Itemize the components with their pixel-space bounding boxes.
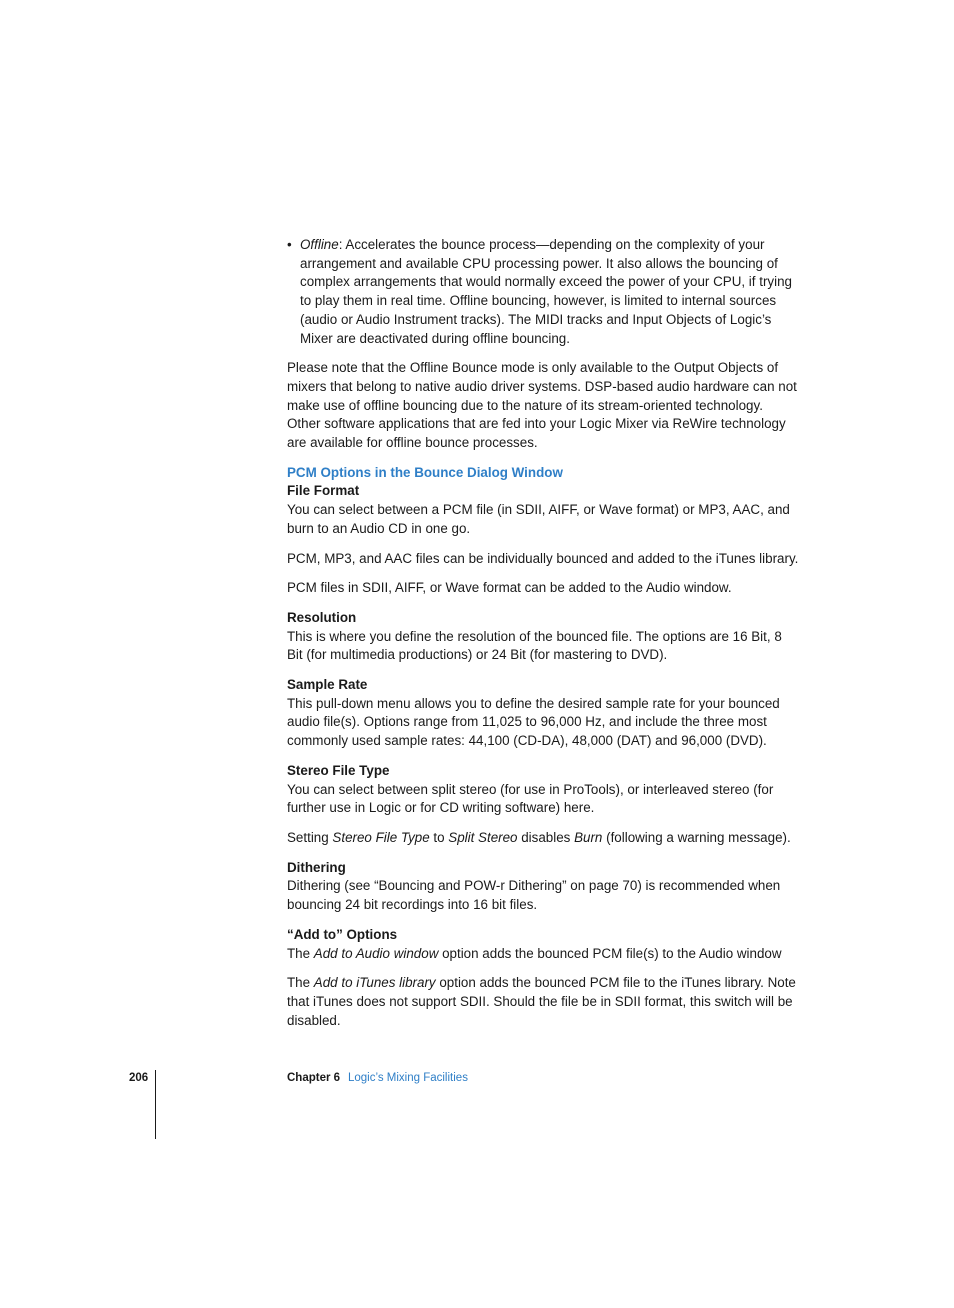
italic-term: Stereo File Type — [332, 829, 430, 845]
text-run: The — [287, 975, 314, 991]
add-to-paragraph-2 — [287, 974, 799, 1030]
text-run: option adds the bounced PCM file to the iTunes library. Note that iTunes does not support SDII. Should the file be in SDII format, this switch will be disabled. — [287, 975, 796, 1028]
file-format-paragraph-2: PCM, MP3, and AAC files can be individually bounced and added to the iTunes library. — [287, 550, 799, 566]
dithering-paragraph: Dithering (see “Bouncing and POW-r Dithering” on page 70) is recommended when bouncing 24 bit recordings into 16 bit files. — [287, 878, 781, 913]
chapter-title-link[interactable]: Logic’s Mixing Facilities — [348, 1072, 468, 1084]
text-run: The — [287, 945, 314, 961]
italic-term: Add to Audio window — [313, 945, 439, 961]
dithering-heading: Dithering — [287, 859, 346, 875]
italic-term: Add to iTunes library — [313, 975, 436, 991]
sample-rate-paragraph: This pull-down menu allows you to define the desired sample rate for your bounced audio file(s). Options range from 11,025 to 96,000 Hz, and include the three most commonly used sample rates: 44,100 (CD-DA), 48,000 (DAT) and 96,000 (DVD). — [287, 695, 780, 749]
add-to-paragraph-1 — [287, 945, 799, 964]
text-run: disables — [517, 829, 575, 845]
page-number: 206 — [129, 1072, 149, 1084]
file-format-paragraph-1: You can select between a PCM file (in SDII, AIFF, or Wave format) or MP3, AAC, and burn to an Audio CD in one go. — [287, 502, 790, 536]
italic-term: Split Stereo — [448, 829, 518, 845]
bullet-text — [300, 236, 799, 348]
text-run: (following a warning message). — [602, 829, 791, 845]
resolution-heading: Resolution — [287, 609, 357, 625]
footer-divider — [155, 1070, 156, 1139]
bullet-description: : Accelerates the bounce process—depending on the complexity of your arrangement and available CPU processing power. It also allows the bouncing of complex arrangements that would normally exceed the power of your CPU, if trying to play them in real time. Offline bouncing, however, is limited to internal sources (audio or Audio Instrument tracks). The MIDI tracks and Input Objects of Logic’s Mixer are deactivated during offline bouncing. — [300, 237, 792, 346]
bullet-item-offline — [287, 236, 799, 348]
intro-paragraph: Please note that the Offline Bounce mode is only available to the Output Objects of mixers that belong to native audio driver systems. DSP-based audio hardware can not make use of offline bouncing due to the nature of its stream-oriented technology. Other software applications that are fed into your Logic Mixer via ReWire technology are available for offline bounce processes. — [287, 360, 797, 451]
page-body — [287, 236, 799, 1041]
file-format-paragraph-3: PCM files in SDII, AIFF, or Wave format can be added to the Audio window. — [287, 580, 732, 596]
file-format-heading: File Format — [287, 483, 360, 499]
text-run: option adds the bounced PCM file(s) to the Audio window — [438, 945, 782, 961]
sample-rate-heading: Sample Rate — [287, 677, 368, 693]
stereo-file-type-paragraph-1: You can select between split stereo (for use in ProTools), or interleaved stereo (for further use in Logic or for CD writing software) here. — [287, 781, 774, 816]
text-run: Setting — [287, 829, 333, 845]
italic-term: Burn — [574, 829, 603, 845]
text-run: to — [429, 829, 449, 845]
section-title: PCM Options in the Bounce Dialog Window — [287, 464, 563, 480]
resolution-paragraph: This is where you define the resolution of the bounced file. The options are 16 Bit, 8 Bit (for multimedia productions) or 24 Bit (for mastering to DVD). — [287, 628, 782, 663]
chapter-label: Chapter 6 — [287, 1072, 341, 1084]
stereo-file-type-heading: Stereo File Type — [287, 762, 390, 778]
add-to-options-heading: “Add to” Options — [287, 926, 398, 942]
bullet-term: Offline — [300, 237, 339, 252]
bullet-marker: • — [287, 237, 292, 252]
stereo-file-type-paragraph-2 — [287, 829, 799, 848]
